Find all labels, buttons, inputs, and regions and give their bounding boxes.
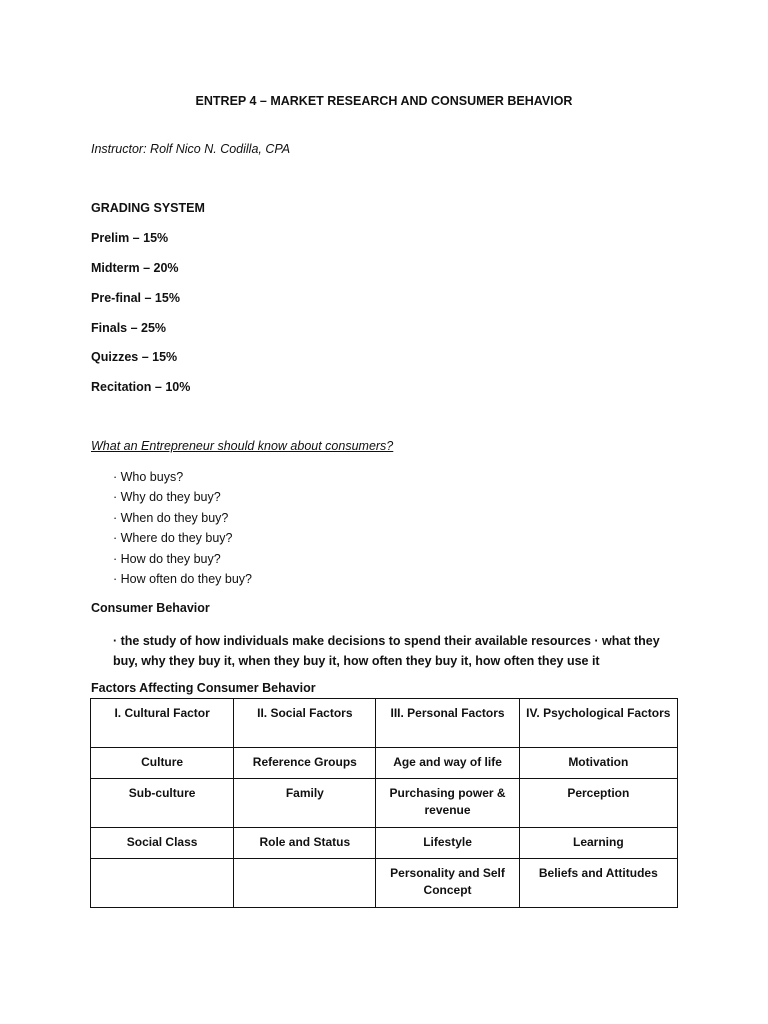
bullet-item: · Where do they buy? (113, 531, 233, 546)
bullet-item: · How often do they buy? (113, 571, 252, 586)
factors-table (90, 698, 678, 908)
consumer-question: What an Entrepreneur should know about consumers? (91, 439, 394, 453)
bullet-item: · Who buys? (113, 470, 184, 484)
table-cell: Age and way of life (376, 748, 519, 779)
table-cell: Learning (519, 828, 677, 859)
grading-item: Pre-final – 15% (91, 291, 180, 305)
grading-system-heading: GRADING SYSTEM (91, 201, 205, 215)
header-personal: III. Personal Factors (376, 699, 519, 748)
table-cell: Beliefs and Attitudes (519, 859, 677, 908)
grading-item: Finals – 25% (91, 321, 167, 335)
table-cell: Purchasing power & revenue (376, 779, 519, 828)
table-row (91, 828, 678, 859)
header-cultural: I. Cultural Factor (91, 699, 234, 748)
question-bullet-list (113, 469, 252, 591)
table-header-row (91, 699, 678, 748)
grading-item: Recitation – 10% (91, 380, 191, 394)
grading-item: Prelim – 15% (91, 231, 169, 245)
table-cell (91, 859, 234, 908)
header-psychological: IV. Psychological Factors (519, 699, 677, 748)
table-cell: Perception (519, 779, 677, 828)
document-title: ENTREP 4 – MARKET RESEARCH AND CONSUMER BEHAVIOR (195, 94, 573, 108)
header-social: II. Social Factors (234, 699, 376, 748)
consumer-behavior-heading: Consumer Behavior (91, 601, 210, 615)
table-cell (234, 859, 376, 908)
bullet-item: · Why do they buy? (113, 490, 221, 505)
grading-item: Midterm – 20% (91, 261, 179, 275)
table-row (91, 859, 678, 908)
table-cell: Social Class (91, 828, 234, 859)
table-cell: Role and Status (234, 828, 376, 859)
factors-table-title: Factors Affecting Consumer Behavior (91, 681, 316, 695)
table-cell: Personality and Self Concept (376, 859, 519, 908)
table-cell: Lifestyle (376, 828, 519, 859)
consumer-behavior-definition: · the study of how individuals make decisions to spend their available resources · what they buy, why they buy it, when they buy it, how often they buy it, how often they use it (113, 634, 660, 668)
bullet-item: · How do they buy? (113, 551, 221, 566)
table-cell: Sub-culture (91, 779, 234, 828)
table-cell: Reference Groups (234, 748, 376, 779)
grading-item: Quizzes – 15% (91, 350, 178, 364)
table-row (91, 779, 678, 828)
table-cell: Culture (91, 748, 234, 779)
bullet-item: · When do they buy? (113, 510, 229, 525)
table-cell: Motivation (519, 748, 677, 779)
instructor-line: Instructor: Rolf Nico N. Codilla, CPA (91, 142, 291, 156)
table-row (91, 748, 678, 779)
table-cell: Family (234, 779, 376, 828)
